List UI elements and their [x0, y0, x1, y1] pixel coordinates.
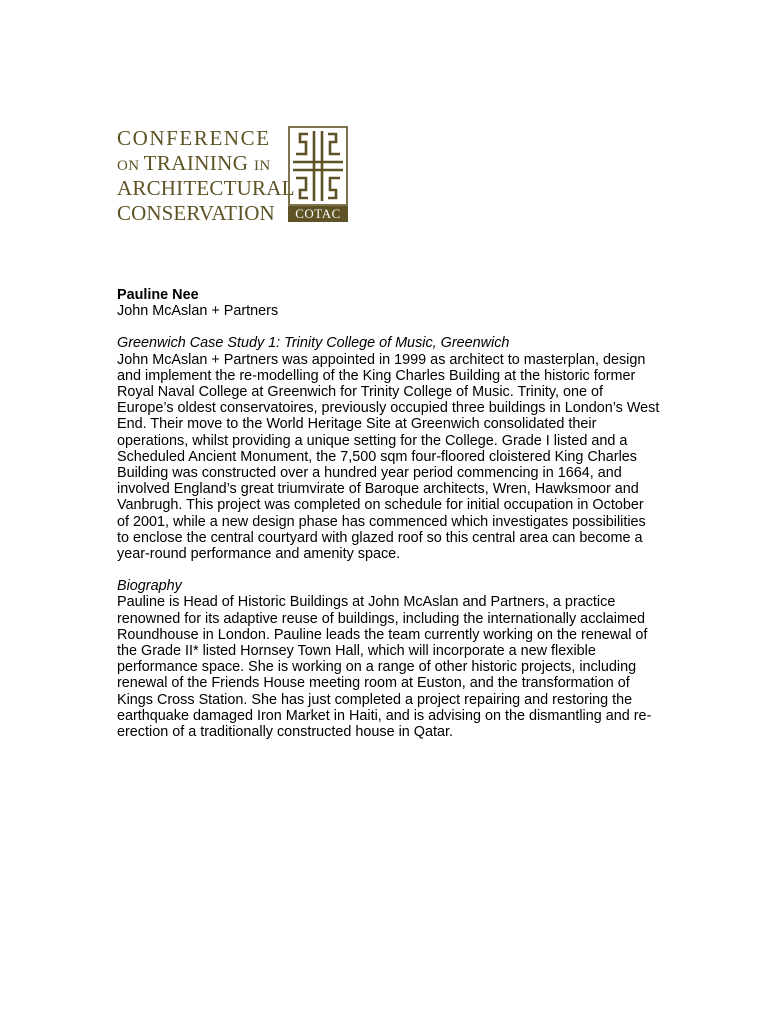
author-name: Pauline Nee [117, 287, 199, 303]
paragraph-line: Kings Cross Station. She has just completed a project repairing and restoring the [117, 691, 633, 708]
paragraph-line: of 2001, while a new design phase has commenced which investigates possibilities [117, 513, 646, 530]
paragraph-line: performance space. She is working on a range of other historic projects, including [117, 659, 637, 676]
author-organisation: John McAslan + Partners [117, 303, 279, 320]
paragraph-line: End. Their move to the World Heritage Site at Greenwich consolidated their [117, 416, 597, 433]
paragraph-line: year-round performance and amenity space. [117, 546, 401, 563]
logo-line-1: CONFERENCE [117, 126, 271, 150]
paragraph-line: renewal of the Friends House meeting room at Euston, and the transformation of [117, 675, 630, 692]
case-study-title: Greenwich Case Study 1: Trinity College of Music, Greenwich [117, 335, 510, 352]
biography-paragraph [117, 594, 662, 740]
paragraph-line: the Grade II* listed Hornsey Town Hall, which will incorporate a new flexible [117, 643, 596, 660]
paragraph-line: John McAslan + Partners was appointed in 1999 as architect to masterplan, design [117, 351, 646, 368]
paragraph-line: Scheduled Ancient Monument, the 7,500 sqm four-floored cloistered King Charles [117, 448, 637, 465]
paragraph-line: Vanbrugh. This project was completed on schedule for initial occupation in October [117, 497, 644, 514]
paragraph-line: Europe’s oldest conservatoires, previously occupied three buildings in London’s West [117, 400, 660, 417]
logo-badge: COTAC [288, 206, 348, 222]
document-body [117, 287, 662, 756]
paragraph-line: erection of a traditionally constructed house in Qatar. [117, 724, 453, 741]
paragraph-line: Roundhouse in London. Pauline leads the team currently working on the renewal of [117, 626, 648, 643]
case-study-paragraph [117, 352, 662, 563]
biography-title: Biography [117, 578, 182, 595]
cross-emblem-icon [288, 126, 348, 206]
paragraph-line: Building was constructed over a hundred year period commencing in 1664, and [117, 465, 622, 482]
paragraph-line: Royal Naval College at Greenwich for Trinity College of Music. Trinity, one of [117, 384, 604, 401]
cotac-logo [117, 126, 349, 225]
paragraph-line: to enclose the central courtyard with glazed roof so this central area can become a [117, 529, 643, 546]
paragraph-line: involved England’s great triumvirate of Baroque architects, Wren, Hawksmoor and [117, 481, 639, 498]
paragraph-line: operations, whilst providing a unique setting for the College. Grade I listed and a [117, 432, 628, 449]
paragraph-line: earthquake damaged Iron Market in Haiti, and is advising on the dismantling and re- [117, 707, 652, 724]
logo-cross-emblem [288, 126, 348, 222]
logo-line-2: ON TRAINING IN [117, 151, 271, 175]
paragraph-line: and implement the re-modelling of the King Charles Building at the historic former [117, 367, 636, 384]
logo-line-4: CONSERVATION [117, 201, 275, 225]
paragraph-line: Pauline is Head of Historic Buildings at John McAslan and Partners, a practice [117, 594, 616, 611]
logo-wordmark [117, 126, 295, 225]
logo-line-3: ARCHITECTURAL [117, 176, 295, 200]
paragraph-line: renowned for its adaptive reuse of buildings, including the internationally acclaimed [117, 610, 645, 627]
